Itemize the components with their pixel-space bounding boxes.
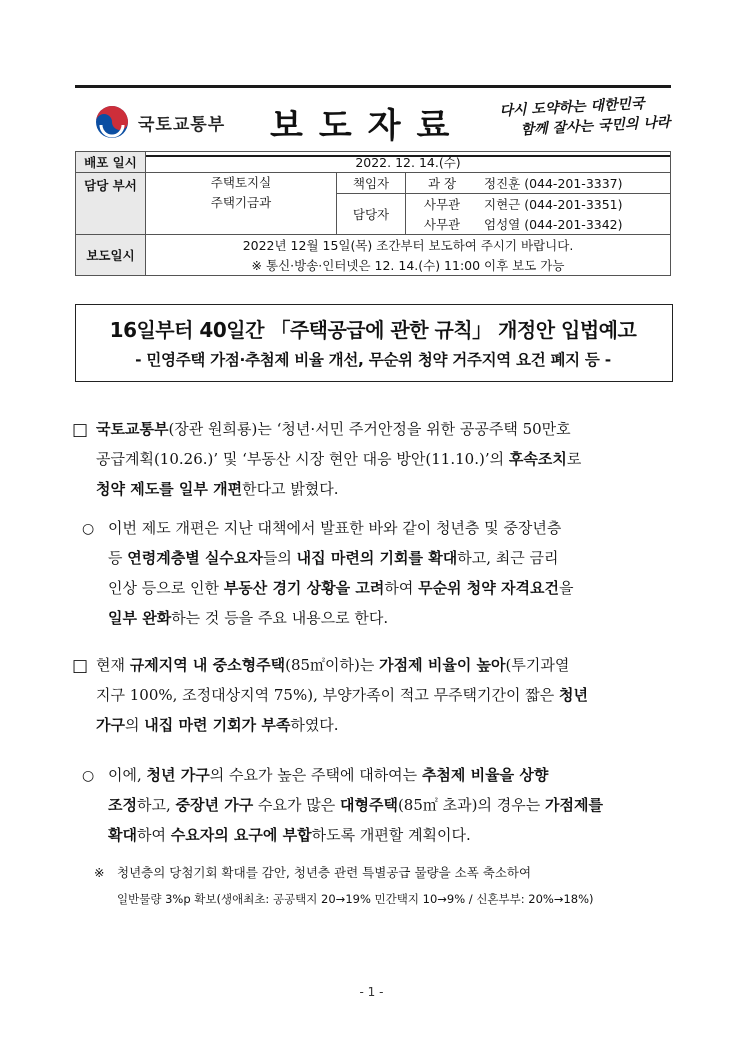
text-bold: 조정: [108, 796, 137, 814]
text-bold: 중장년 가구: [175, 796, 254, 814]
text: (85㎡ 초과)의 경우는: [397, 796, 545, 814]
text-bold: 규제지역 내 중소형주택: [129, 656, 286, 674]
text: 의 수요가 높은 주택에 대하여는: [209, 766, 422, 784]
text: 지구 100%, 조정대상지역 75%), 부양가족이 적고 무주택기간이 짧은: [96, 686, 560, 704]
text-bold: 청약 제도를 일부 개편: [96, 480, 243, 498]
text-bold: 연령계층별 실수요자: [127, 549, 263, 567]
square-bullet: □: [72, 420, 89, 440]
staff-title: 사무관: [406, 214, 479, 235]
text: (85㎡이하)는: [285, 656, 380, 674]
note-text: [117, 860, 677, 912]
note-line: 일반물량 3%p 확보(생애최초: 공공택지 20→19% 민간택지 10→9% / 신혼부부: 20%→18%): [117, 892, 594, 906]
slogan-line-2: 함께 잘사는 국민의 나라: [520, 114, 671, 139]
text: 하고, 최근 금리: [457, 549, 559, 567]
text: 들의: [262, 549, 297, 567]
text: 하도록 개편할 계획이다.: [311, 826, 471, 844]
text: 등: [108, 549, 128, 567]
slogan-line-1: 다시 도약하는 대한민국: [499, 95, 645, 120]
text-bold: 일부 완화: [108, 609, 172, 627]
text-bold: 청년 가구: [146, 766, 210, 784]
note-line: 청년층의 당첨기회 확대를 감안, 청년층 관련 특별공급 물량을 소폭 축소하여: [117, 865, 532, 880]
circle-bullet: ○: [82, 521, 95, 537]
paragraph-2: [108, 513, 688, 633]
page-number: - 1 -: [359, 985, 384, 999]
taeguk-emblem-icon: [95, 105, 129, 139]
text: 하였다.: [290, 716, 339, 734]
paragraph-3: [96, 650, 686, 740]
text: 하고,: [136, 796, 176, 814]
text-bold: 가점제를: [544, 796, 603, 814]
text-bold: 내집 마련의 기회를 확대: [296, 549, 458, 567]
text: 한다고 밝혔다.: [242, 480, 339, 498]
text-bold: 가구: [96, 716, 125, 734]
distribution-date: 2022. 12. 14.(수): [146, 152, 671, 173]
headline-subtitle: - 민영주택 가점·추첨제 비율 개선, 무순위 청약 거주지역 요건 폐지 등 -: [135, 351, 611, 369]
text: 이번 제도 개편은 지난 대책에서 발표한 바와 같이 청년층 및 중장년층: [108, 519, 562, 537]
text: 을: [558, 579, 574, 597]
press-release-title: 보도자료: [270, 106, 466, 146]
text-bold: 국토교통부: [96, 420, 169, 438]
text-bold: 청년: [559, 686, 589, 704]
responsible-title: 과 장: [406, 173, 479, 194]
contact-label: 담당 부서: [76, 173, 146, 235]
text: 하여: [384, 579, 419, 597]
responsible-contact: 정진훈 (044-201-3337): [478, 173, 671, 194]
staff-label: 담당자: [337, 194, 406, 235]
text: 공급계획(10.26.)’ 및 ‘부동산 시장 현안 대응 방안(11.10.)’의: [96, 450, 509, 468]
text: (투기과열: [505, 656, 570, 674]
circle-bullet: ○: [82, 768, 95, 784]
text: 하여: [136, 826, 171, 844]
text: 인상 등으로 인한: [108, 579, 224, 597]
release-notice: 2022년 12월 15일(목) 조간부터 보도하여 주시기 바랍니다.: [146, 235, 671, 256]
text-bold: 대형주택: [339, 796, 398, 814]
release-label: 보도일시: [76, 235, 146, 276]
text: 하는 것 등을 주요 내용으로 한다.: [171, 609, 389, 627]
text: 수요가 많은: [253, 796, 340, 814]
text: 이에,: [108, 766, 147, 784]
text: 로: [566, 450, 582, 468]
responsible-label: 책임자: [337, 173, 406, 194]
paragraph-4: [108, 760, 688, 850]
paragraph-1: [96, 414, 686, 504]
text-bold: 확대: [108, 826, 137, 844]
text: 현재: [96, 656, 130, 674]
text-bold: 내집 마련 기회가 부족: [144, 716, 291, 734]
text-bold: 후속조치: [508, 450, 567, 468]
text-bold: 부동산 경기 상황을 고려: [223, 579, 385, 597]
text-bold: 무순위 청약 자격요건: [418, 579, 559, 597]
text-bold: 수요자의 요구에 부합: [170, 826, 312, 844]
department-name: 주택토지실: [210, 175, 272, 190]
staff-title: 사무관: [406, 194, 479, 215]
release-embargo-note: ※ 통신·방송·인터넷은 12. 14.(수) 11:00 이후 보도 가능: [146, 255, 671, 276]
headline-title: 16일부터 40일간 「주택공급에 관한 규칙」 개정안 입법예고: [109, 318, 637, 342]
staff-contact: 엄성열 (044-201-3342): [478, 214, 671, 235]
ministry-name: 국토교통부: [138, 115, 226, 135]
text: (장관 원희룡)는 ‘청년·서민 주거안정을 위한 공공주택 50만호: [168, 420, 571, 438]
text: 의: [124, 716, 145, 734]
note-marker: ※: [94, 865, 105, 880]
department-name: 주택기금과: [210, 195, 272, 210]
text-bold: 추첨제 비율을 상향: [421, 766, 549, 784]
square-bullet: □: [72, 656, 89, 676]
text-bold: 가점제 비율이 높아: [379, 656, 506, 674]
department-cell: [146, 173, 337, 235]
release-info-table: [75, 151, 671, 276]
staff-contact: 지현근 (044-201-3351): [478, 194, 671, 215]
distribution-label: 배포 일시: [76, 152, 146, 173]
